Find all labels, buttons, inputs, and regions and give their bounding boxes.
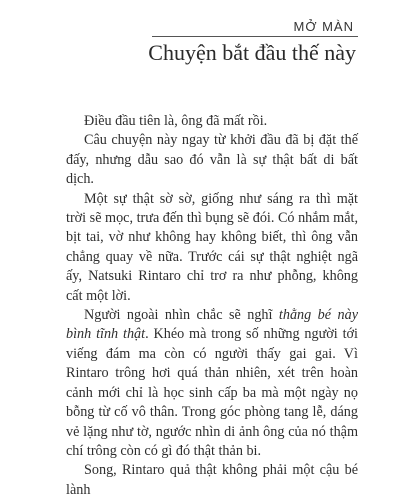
italic-phrase: thằng bé này bình tĩnh thật (66, 307, 358, 343)
paragraph-text: . Khéo mà trong số những người tới viếng đám ma còn có người thấy gai gai. Vì Rintaro trông hơi quá thản nhiên, xét trên hoàn cảnh mới chỉ là học sinh cấp ba mà một ngày nọ bỗng từ cố vô thân. Trong góc phòng tang lễ, dáng vẻ lặng như tờ, ngước nhìn di ảnh ông của nó thậm chí trông còn có gì đó thật thản bi. (66, 326, 358, 459)
paragraph: Câu chuyện này ngay từ khởi đầu đã bị đặt thế đấy, nhưng dẫu sao đó vẫn là sự thật bất di bất dịch. (66, 132, 358, 188)
body-text (66, 112, 358, 500)
chapter-label: MỞ MÀN (293, 19, 354, 34)
paragraph: Song, Rintaro quả thật không phải một cậu bé lành (66, 462, 358, 498)
paragraph-text: Người ngoài nhìn chắc sẽ nghĩ (84, 307, 279, 324)
paragraph (66, 306, 358, 461)
chapter-title: Chuyện bắt đầu thế này (148, 40, 356, 65)
header-rule (152, 36, 358, 37)
paragraph: Một sự thật sờ sờ, giống như sáng ra thì mặt trời sẽ mọc, trưa đến thì bụng sẽ đói. Có nhắm mắt, bịt tai, vờ như không hay không biết, thì ông vẫn chẳng quay về nữa. Trước cái sự thật nghiệt ngã ấy, Natsuki Rintaro chỉ trơ ra như phỗng, không cất một lời. (66, 190, 358, 304)
paragraph: Điều đầu tiên là, ông đã mất rồi. (84, 113, 268, 129)
